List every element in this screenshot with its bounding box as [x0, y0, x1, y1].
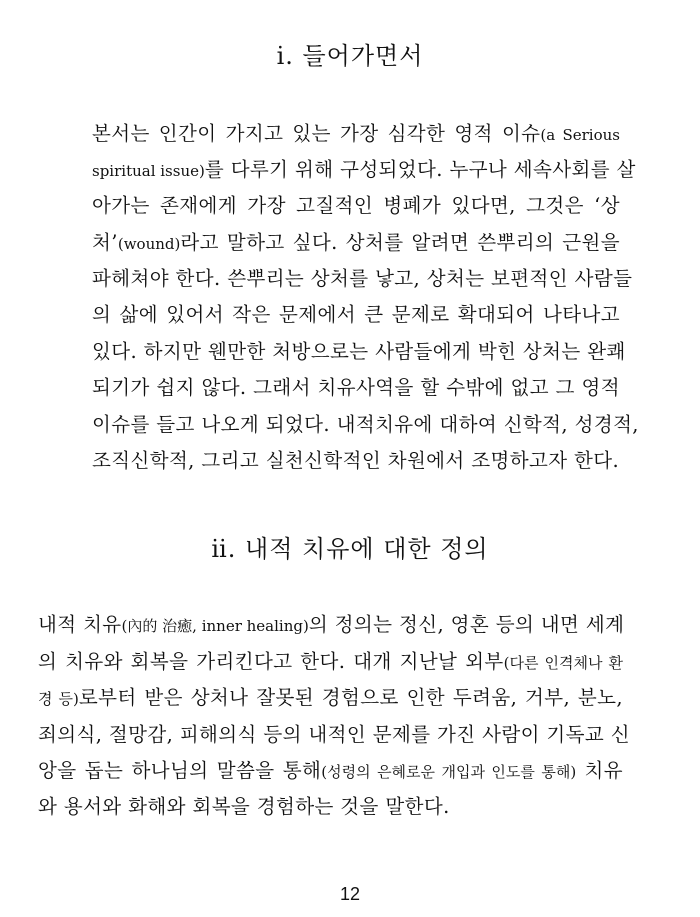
text-line: 조직신학적, 그리고 실천신학적인 차원에서 조명하고자 한다.	[92, 449, 620, 472]
text-line: 되기가 쉽지 않다. 그래서 치유사역을 할 수밖에 없고 그 영적	[92, 376, 620, 399]
text-line: 처’(wound)라고 말하고 싶다. 상처를 알려면 쓴뿌리의 근원을	[92, 231, 620, 254]
section-heading-intro: ⅰ. 들어가면서	[276, 42, 424, 70]
text-line: 경 등)로부터 받은 상처나 잘못된 경험으로 인한 두려움, 거부, 분노,	[38, 686, 623, 709]
text-line: 와 용서와 화해와 회복을 경험하는 것을 말한다.	[38, 795, 450, 818]
text-line: 내적 치유(內的 治癒, inner healing)의 정의는 정신, 영혼 등의 내면 세계	[38, 613, 625, 636]
page-number: 12	[339, 884, 361, 904]
section-heading-definition: ⅱ. 내적 치유에 대한 정의	[211, 535, 489, 563]
text-line: 앙을 돕는 하나님의 말씀을 통해(성령의 은혜로운 개입과 인도를 통해) 치유	[38, 759, 623, 782]
text-line: 의 삶에 있어서 작은 문제에서 큰 문제로 확대되어 나타나고	[92, 303, 620, 326]
text-line: 죄의식, 절망감, 피해의식 등의 내적인 문제를 가진 사람이 기독교 신	[38, 723, 630, 746]
text-line: 있다. 하지만 웬만한 처방으로는 사람들에게 박힌 상처는 완쾌	[92, 340, 626, 363]
text-line: 의 치유와 회복을 가리킨다고 한다. 대개 지난날 외부(다른 인격체나 환	[38, 650, 623, 673]
text-line: 본서는 인간이 가지고 있는 가장 심각한 영적 이슈(a Serious	[92, 122, 620, 145]
text-line: 이슈를 들고 나오게 되었다. 내적치유에 대하여 신학적, 성경적,	[92, 413, 639, 436]
text-line: 아가는 존재에게 가장 고질적인 병폐가 있다면, 그것은 ‘상	[92, 194, 620, 217]
text-line: spiritual issue)를 다루기 위해 구성되었다. 누구나 세속사회를 살	[92, 158, 636, 181]
text-line: 파헤쳐야 한다. 쓴뿌리는 상처를 낳고, 상처는 보편적인 사람들	[92, 267, 633, 290]
